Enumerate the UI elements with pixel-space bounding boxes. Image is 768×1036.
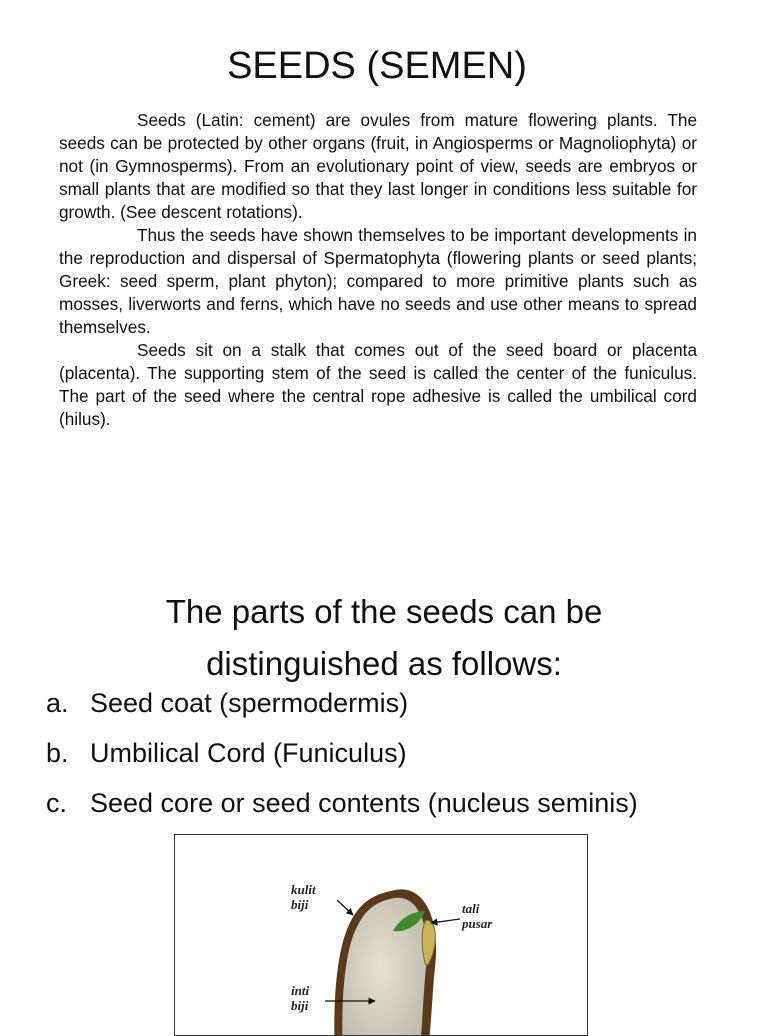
seed-parts-list [46, 678, 756, 828]
paragraph-2: Thus the seeds have shown themselves to be important developments in the reproduction and dispersal of Spermatophyta (flowering plants or seed plants; Greek: seed sperm, plant phyton); compared to more primitive plants such as mosses, liverworts and ferns, which have no seeds and use other means to spread themselves. [59, 225, 697, 337]
list-item [46, 778, 756, 828]
intro-text [59, 109, 697, 431]
seed-core-label-line-1: inti [291, 983, 310, 998]
list-item-text: Seed core or seed contents (nucleus seminis) [90, 788, 638, 818]
seed-core-label [291, 983, 309, 1013]
seed-coat-label-line-2: biji [291, 897, 309, 912]
section-heading-line-1: The parts of the seeds can be [165, 593, 603, 630]
seed-coat-label-line-1: kulit [291, 882, 316, 897]
seed-coat-label [291, 882, 316, 912]
umbilical-cord-label-line-1: tali [462, 901, 480, 916]
list-item [46, 678, 756, 728]
paragraph-1: Seeds (Latin: cement) are ovules from mature flowering plants. The seeds can be protected by other organs (fruit, in Angiosperms or Magnoliophyta) or not (in Gymnosperms). From an evolutionary point of view, seeds are embryos or small plants that are modified so that they last longer in conditions less suitable for growth. (See descent rotations). [59, 110, 697, 222]
list-item [46, 728, 756, 778]
seed-core-label-line-2: biji [291, 998, 309, 1013]
seed-illustration [175, 835, 587, 1035]
seed-coat-arrow [337, 900, 353, 915]
section-heading-line-2: distinguished as follows: [206, 645, 562, 682]
paragraph-3: Seeds sit on a stalk that comes out of the seed board or placenta (placenta). The supporting stem of the seed is called the center of the funiculus. The part of the seed where the central rope adhesive is called the umbilical cord (hilus). [59, 340, 697, 429]
umbilical-cord-arrow [431, 919, 460, 923]
list-marker: b. [46, 738, 69, 768]
umbilical-cord-label-line-2: pusar [462, 916, 493, 931]
seed-diagram [174, 834, 588, 1036]
umbilical-cord-label [462, 901, 492, 931]
list-marker: c. [46, 788, 68, 818]
list-marker: a. [46, 688, 69, 718]
list-item-text: Seed coat (spermodermis) [90, 688, 409, 718]
section-heading [0, 586, 768, 690]
page-title: SEEDS (SEMEN) [227, 45, 527, 87]
list-item-text: Umbilical Cord (Funiculus) [90, 738, 407, 768]
